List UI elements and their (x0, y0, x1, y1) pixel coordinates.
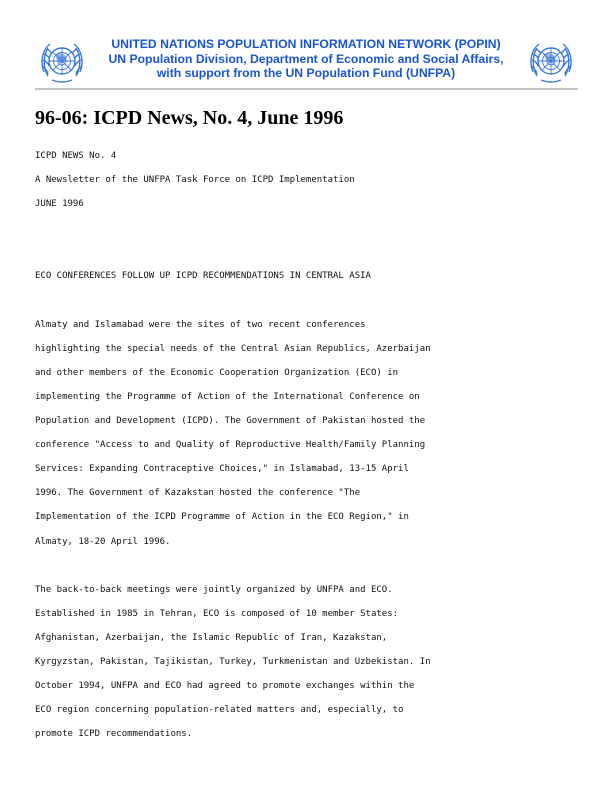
header-line-2: UN Population Division, Department of Economic and Social Affairs, (108, 51, 504, 66)
blank-line (35, 216, 575, 240)
paragraph-line: Population and Development (ICPD). The Government of Pakistan hosted the (35, 416, 426, 427)
masthead-date: JUNE 1996 (35, 199, 84, 210)
paragraph-line: Implementation of the ICPD Programme of Action in the ECO Region," in (35, 512, 409, 523)
paragraph-line: and other members of the Economic Cooperation Organization (ECO) in (35, 367, 399, 378)
un-emblem-icon (527, 38, 575, 86)
header-line-3: with support from the UN Population Fund (UNFPA) (156, 66, 456, 80)
masthead-issue: ICPD NEWS No. 4 (35, 151, 117, 161)
paragraph-line: promote ICPD recommendations. (35, 729, 193, 740)
un-emblem-icon (38, 38, 86, 86)
header-line-1: UNITED NATIONS POPULATION INFORMATION NETWORK (POPIN) (111, 37, 501, 51)
newsletter-body (35, 144, 575, 746)
paragraph-line: Almaty, 18-20 April 1996. (35, 536, 171, 547)
paragraph-line: Afghanistan, Azerbaijan, the Islamic Republic of Iran, Kazakstan, (35, 632, 388, 643)
site-header (35, 36, 578, 92)
paragraph-line: Kyrgyzstan, Pakistan, Tajikistan, Turkey, Turkmenistan and Uzbekistan. In (35, 656, 431, 667)
paragraph-line: Almaty and Islamabad were the sites of two recent conferences (35, 319, 366, 330)
header-divider (35, 88, 578, 90)
paragraph-line: implementing the Programme of Action of the International Conference on (35, 391, 420, 402)
paragraph-line: highlighting the special needs of the Central Asian Republics, Azerbaijan (35, 343, 431, 354)
masthead-subtitle: A Newsletter of the UNFPA Task Force on ICPD Implementation (35, 175, 355, 186)
paragraph-line: ECO region concerning population-related matters and, especially, to (35, 705, 404, 716)
blank-line (35, 289, 575, 313)
page-title: 96-06: ICPD News, No. 4, June 1996 (35, 107, 344, 129)
blank-line (35, 240, 575, 264)
paragraph-line: Services: Expanding Contraceptive Choices," in Islamabad, 13-15 April (35, 464, 409, 475)
article-paragraph-2 (35, 578, 575, 747)
article-paragraph-1 (35, 313, 575, 554)
paragraph-line: conference "Access to and Quality of Reproductive Health/Family Planning (35, 440, 426, 451)
article-heading: ECO CONFERENCES FOLLOW UP ICPD RECOMMENDATIONS IN CENTRAL ASIA (35, 271, 371, 282)
paragraph-line: 1996. The Government of Kazakstan hosted the conference "The (35, 488, 361, 499)
paragraph-line: Established in 1985 in Tehran, ECO is composed of 10 member States: (35, 608, 399, 619)
header-title-block (93, 37, 519, 81)
blank-line (35, 554, 575, 578)
paragraph-line: October 1994, UNFPA and ECO had agreed to promote exchanges within the (35, 681, 415, 692)
paragraph-line: The back-to-back meetings were jointly organized by UNFPA and ECO. (35, 584, 393, 595)
